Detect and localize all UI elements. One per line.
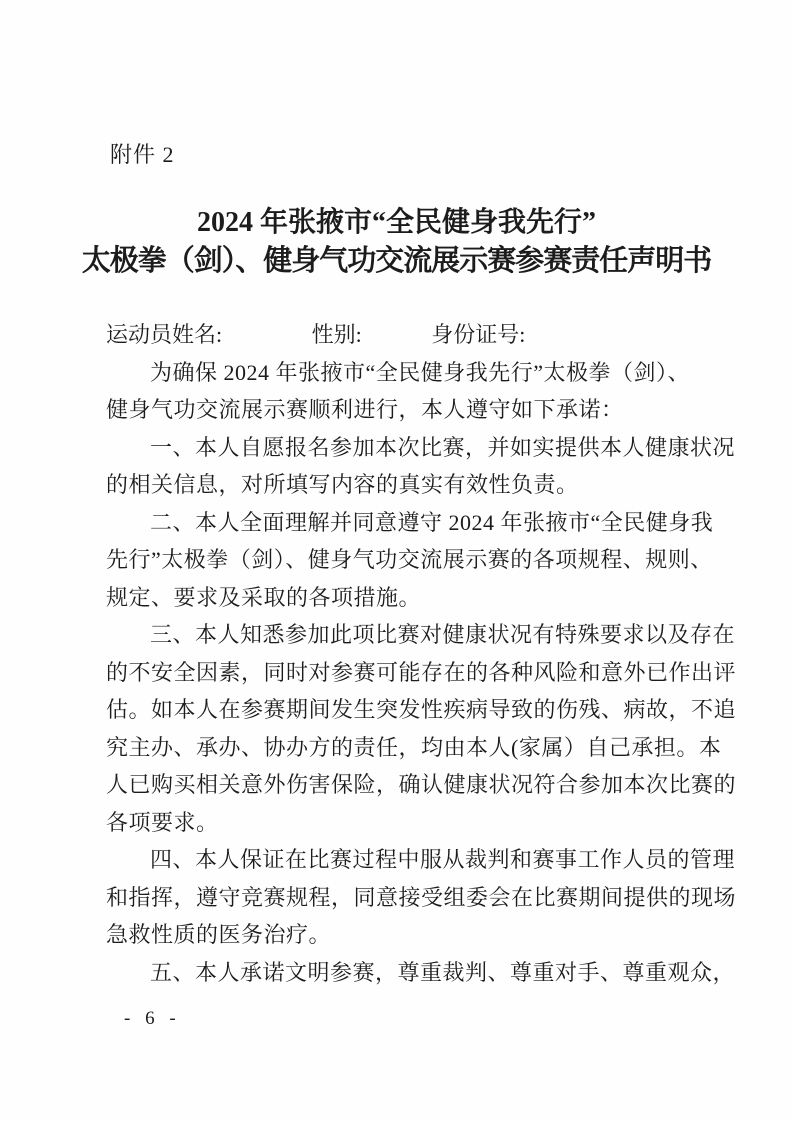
body-line: 健身气功交流展示赛顺利进行，本人遵守如下承诺： [106, 397, 624, 422]
document-title [0, 205, 793, 281]
body-line: 为确保 2024 年张掖市“全民健身我先行”太极拳（剑）、 [150, 359, 691, 385]
athlete-name-label: 运动员姓名: [106, 322, 223, 347]
body-line: 三、本人知悉参加此项比赛对健康状况有特殊要求以及存在 [150, 622, 736, 647]
fields-row [106, 316, 706, 354]
body-line: 四、本人保证在比赛过程中服从裁判和赛事工作人员的管理 [150, 847, 736, 872]
body-line: 究主办、承办、协办方的责任，均由本人(家属）自己承担。本 [106, 734, 722, 760]
body-line: 一、本人自愿报名参加本次比赛，并如实提供本人健康状况 [150, 434, 736, 460]
body-line: 估。如本人在参赛期间发生突发性疾病导致的伤残、病故，不追 [106, 697, 737, 722]
body-line: 各项要求。 [106, 809, 219, 835]
document-title-line2: 太极拳（剑）、健身气功交流展示赛参赛责任声明书 [81, 245, 712, 277]
body-line: 急救性质的医务治疗。 [106, 922, 332, 947]
gender-label: 性别: [311, 322, 362, 347]
body-lines [106, 354, 737, 992]
body-line: 五、本人承诺文明参赛，尊重裁判、尊重对手、尊重观众， [150, 959, 736, 985]
body-line: 和指挥，遵守竞赛规程，同意接受组委会在比赛期间提供的现场 [106, 884, 737, 910]
page-number: - 6 - [124, 1008, 181, 1029]
body-line: 二、本人全面理解并同意遵守 2024 年张掖市“全民健身我 [150, 509, 714, 535]
document-title-line1: 2024 年张掖市“全民健身我先行” [196, 207, 596, 238]
document-body [106, 316, 737, 991]
id-number-label: 身份证号: [431, 322, 526, 347]
body-line: 的不安全因素，同时对参赛可能存在的各种风险和意外已作出评 [106, 659, 737, 685]
body-line: 的相关信息，对所填写内容的真实有效性负责。 [106, 472, 579, 497]
body-line: 规定、要求及采取的各项措施。 [106, 584, 422, 610]
body-line: 人已购买相关意外伤害保险，确认健康状况符合参加本次比赛的 [106, 772, 737, 797]
body-line: 先行”太极拳（剑）、健身气功交流展示赛的各项规程、规则、 [106, 547, 713, 572]
attachment-label: 附件 2 [110, 142, 175, 167]
